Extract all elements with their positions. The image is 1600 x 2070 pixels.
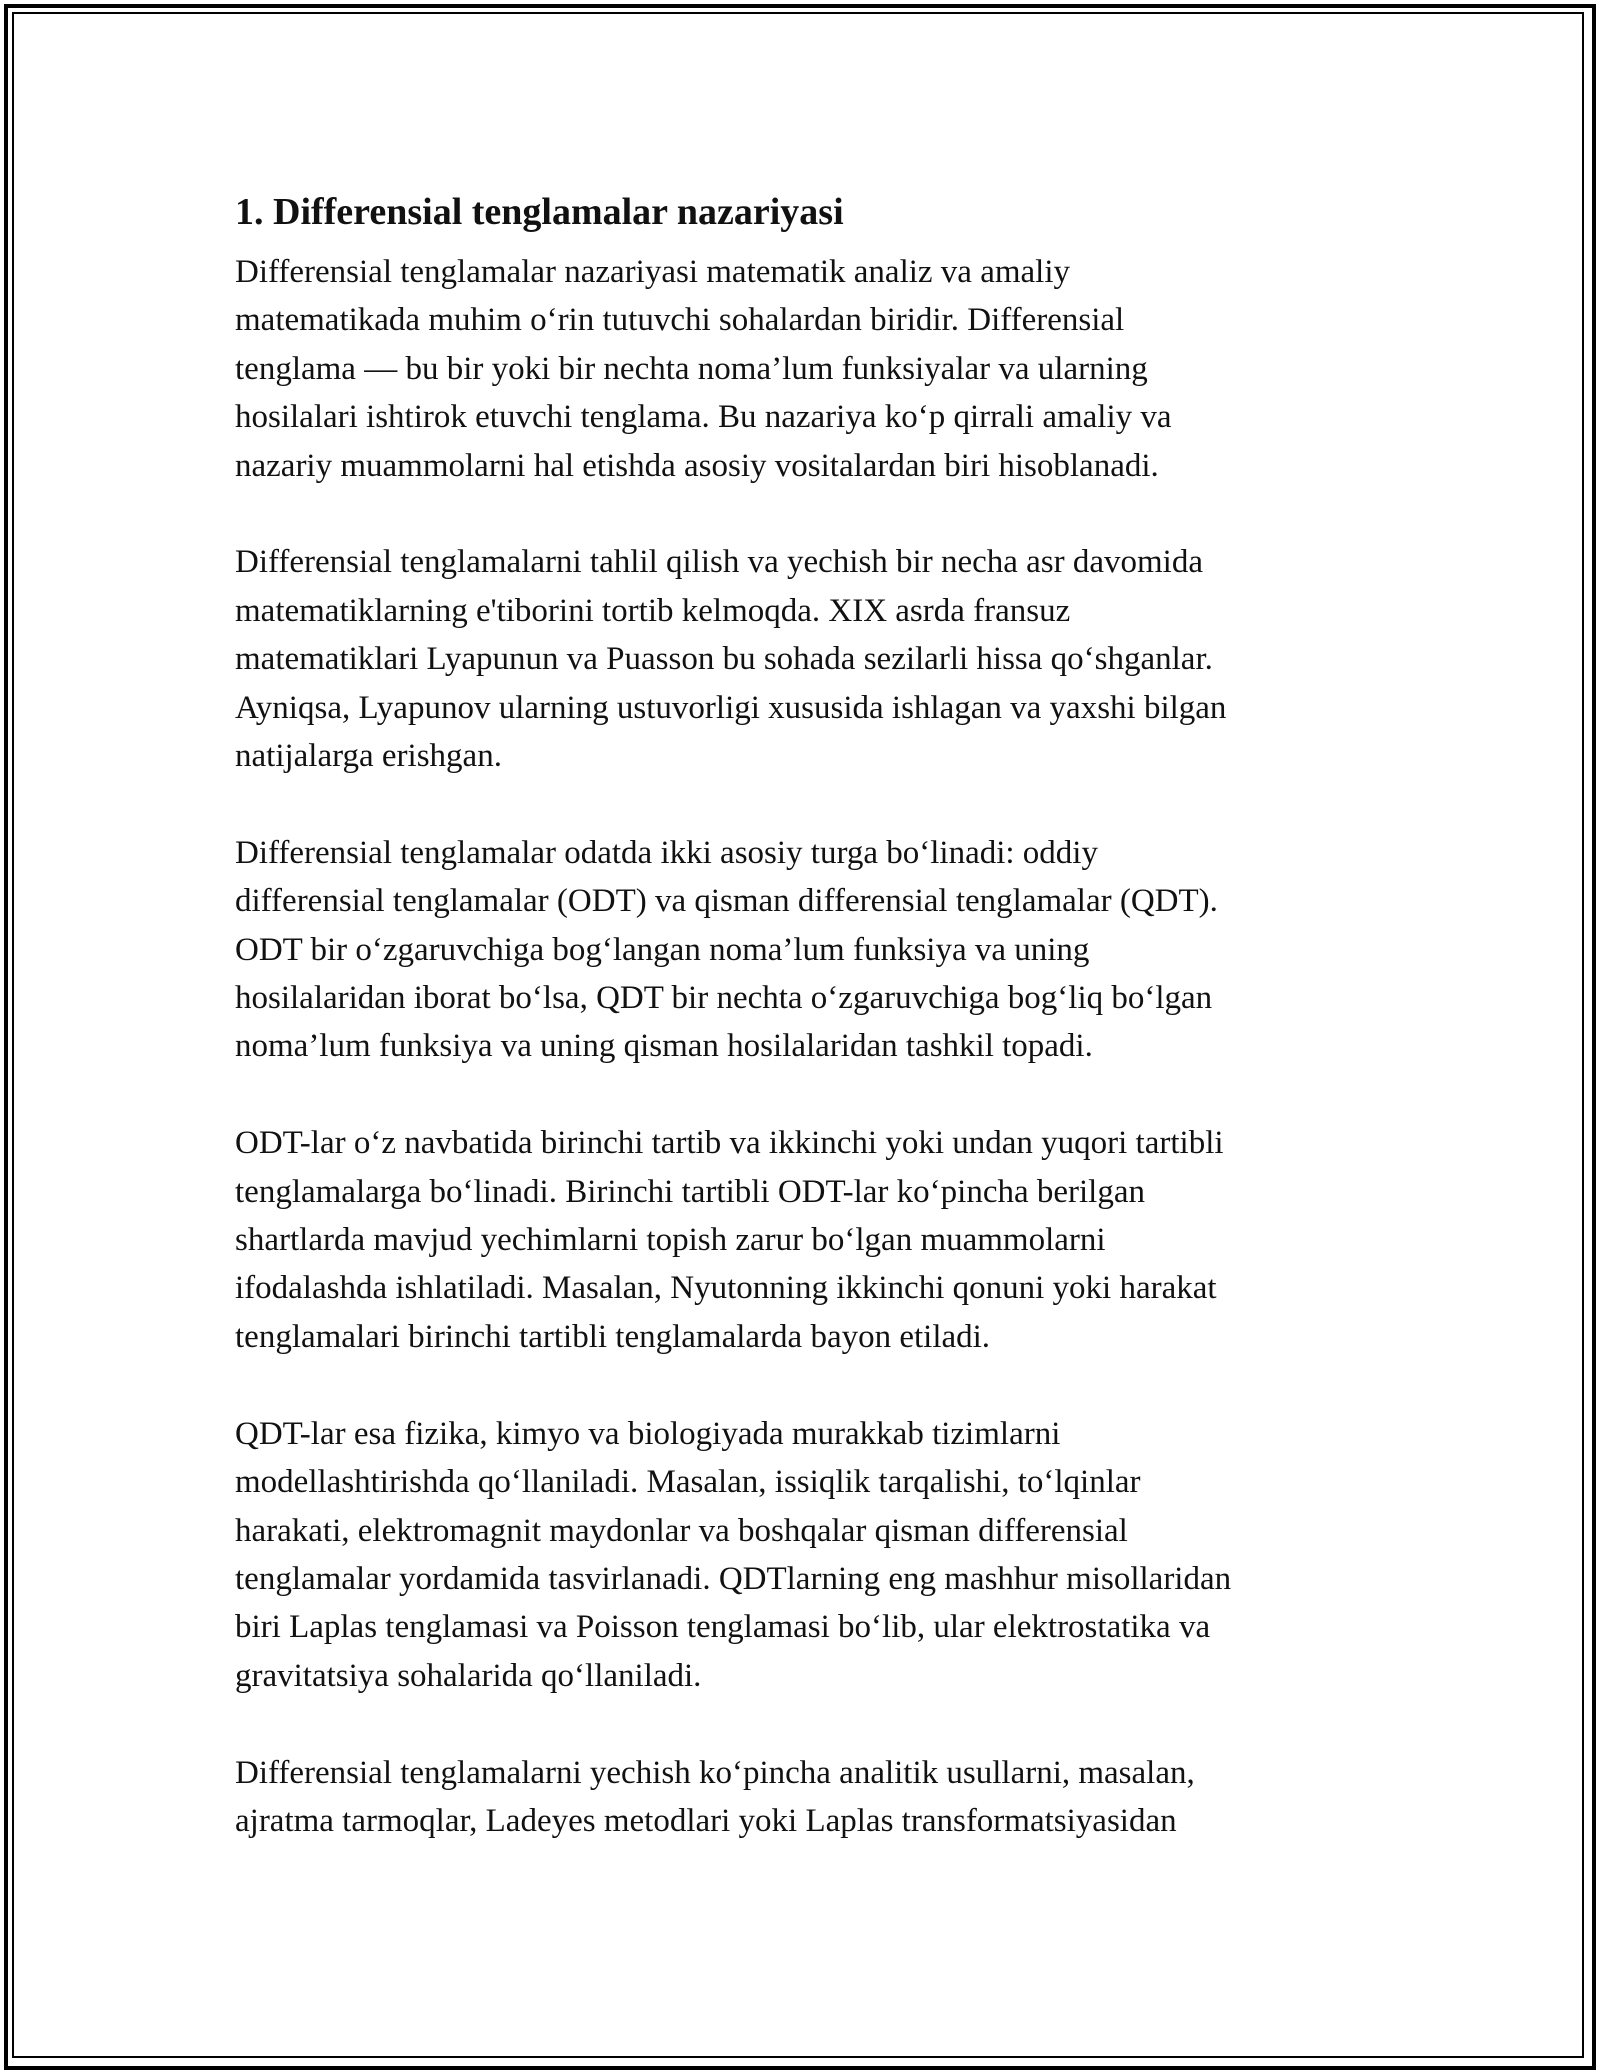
paragraph-4: ODT-lar o‘z navbatida birinchi tartib va ikkinchi yoki undan yuqori tartibli tenglamalarga bo‘linadi. Birinchi tartibli ODT-lar ko‘pincha berilgan shartlarda mavjud yechimlarni topish zarur bo‘lgan muammolarni ifodalashda ishlatiladi. Masalan, Nyutonning ikkinchi qonuni yoki harakat tenglamalari birinchi tartibli tenglamalarda bayon etiladi. <box>235 1125 1224 1355</box>
paragraph-2: Differensial tenglamalarni tahlil qilish va yechish bir necha asr davomida matematiklarning e'tiborini tortib kelmoqda. XIX asrda fransuz matematiklari Lyapunun va Puasson bu sohada sezilarli hissa qo‘shganlar. Ayniqsa, Lyapunov ularning ustuvorligi xususida ishlagan va yaxshi bilgan natijalarga erishgan. <box>235 544 1227 775</box>
document-body <box>235 184 1365 1894</box>
section-heading: 1. Differensial tenglamalar nazariyasi <box>235 191 844 233</box>
paragraph-5: QDT-lar esa fizika, kimyo va biologiyada murakkab tizimlarni modellashtirishda qo‘llaniladi. Masalan, issiqlik tarqalishi, to‘lqinlar harakati, elektromagnit maydonlar va boshqalar qisman differensial tenglamalar yordamida tasvirlanadi. QDTlarning eng mashhur misollaridan biri Laplas tenglamasi va Poisson tenglamasi bo‘lib, ular elektrostatika va gravitatsiya sohalarida qo‘llaniladi. <box>235 1415 1232 1694</box>
paragraph-3: Differensial tenglamalar odatda ikki asosiy turga bo‘linadi: oddiy differensial tenglamalar (ODT) va qisman differensial tenglamalar (QDT). ODT bir o‘zgaruvchiga bog‘langan noma’lum funksiya va uning hosilalaridan iborat bo‘lsa, QDT bir nechta o‘zgaruvchiga bog‘liq bo‘lgan noma’lum funksiya va uning qisman hosilalaridan tashkil topadi. <box>235 834 1218 1065</box>
paragraph-1: Differensial tenglamalar nazariyasi matematik analiz va amaliy matematikada muhim o‘rin tutuvchi sohalardan biridir. Differensial tenglama — bu bir yoki bir nechta noma’lum funksiyalar va ularning hosilalari ishtirok etuvchi tenglama. Bu nazariya ko‘p qirrali amaliy va nazariy muammolarni hal etishda asosiy vositalardan biri hisoblanadi. <box>235 254 1172 484</box>
paragraph-6: Differensial tenglamalarni yechish ko‘pincha analitik usullarni, masalan, ajratma tarmoqlar, Ladeyes metodlari yoki Laplas transformatsiyasidan <box>235 1754 1195 1839</box>
